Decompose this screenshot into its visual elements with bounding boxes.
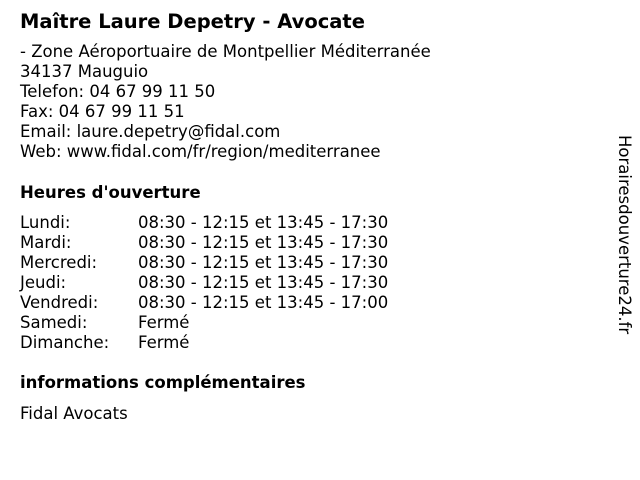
day-label: Dimanche: [20,333,110,352]
additional-info-heading: informations complémentaires [20,373,306,392]
time-range: 08:30 - 12:15 et 13:45 - 17:00 [138,293,389,312]
time-range: 08:30 - 12:15 et 13:45 - 17:30 [138,213,389,232]
day-label: Lundi: [20,213,71,232]
day-label: Vendredi: [20,293,99,312]
contact-block [20,42,431,162]
time-range: Fermé [138,333,190,352]
opening-hours-heading: Heures d'ouverture [20,183,201,202]
website-url: Web: www.fidal.com/fr/region/mediterranee [20,142,381,161]
time-range: Fermé [138,313,190,332]
time-range: 08:30 - 12:15 et 13:45 - 17:30 [138,273,389,292]
day-label: Jeudi: [20,273,67,292]
time-range: 08:30 - 12:15 et 13:45 - 17:30 [138,233,389,252]
email-address: Email: laure.depetry@fidal.com [20,122,281,141]
day-label: Mercredi: [20,253,98,272]
site-watermark: Horairesdouverture24.fr [615,135,634,335]
page-title: Maître Laure Depetry - Avocate [20,10,365,33]
fax-number: Fax: 04 67 99 11 51 [20,102,185,121]
day-label: Samedi: [20,313,88,332]
phone-number: Telefon: 04 67 99 11 50 [20,82,216,101]
address-line-2: 34137 Mauguio [20,62,149,81]
address-line-1: - Zone Aéroportuaire de Montpellier Méditerranée [20,42,431,61]
day-label: Mardi: [20,233,72,252]
additional-info-text: Fidal Avocats [20,404,128,423]
time-range: 08:30 - 12:15 et 13:45 - 17:30 [138,253,389,272]
